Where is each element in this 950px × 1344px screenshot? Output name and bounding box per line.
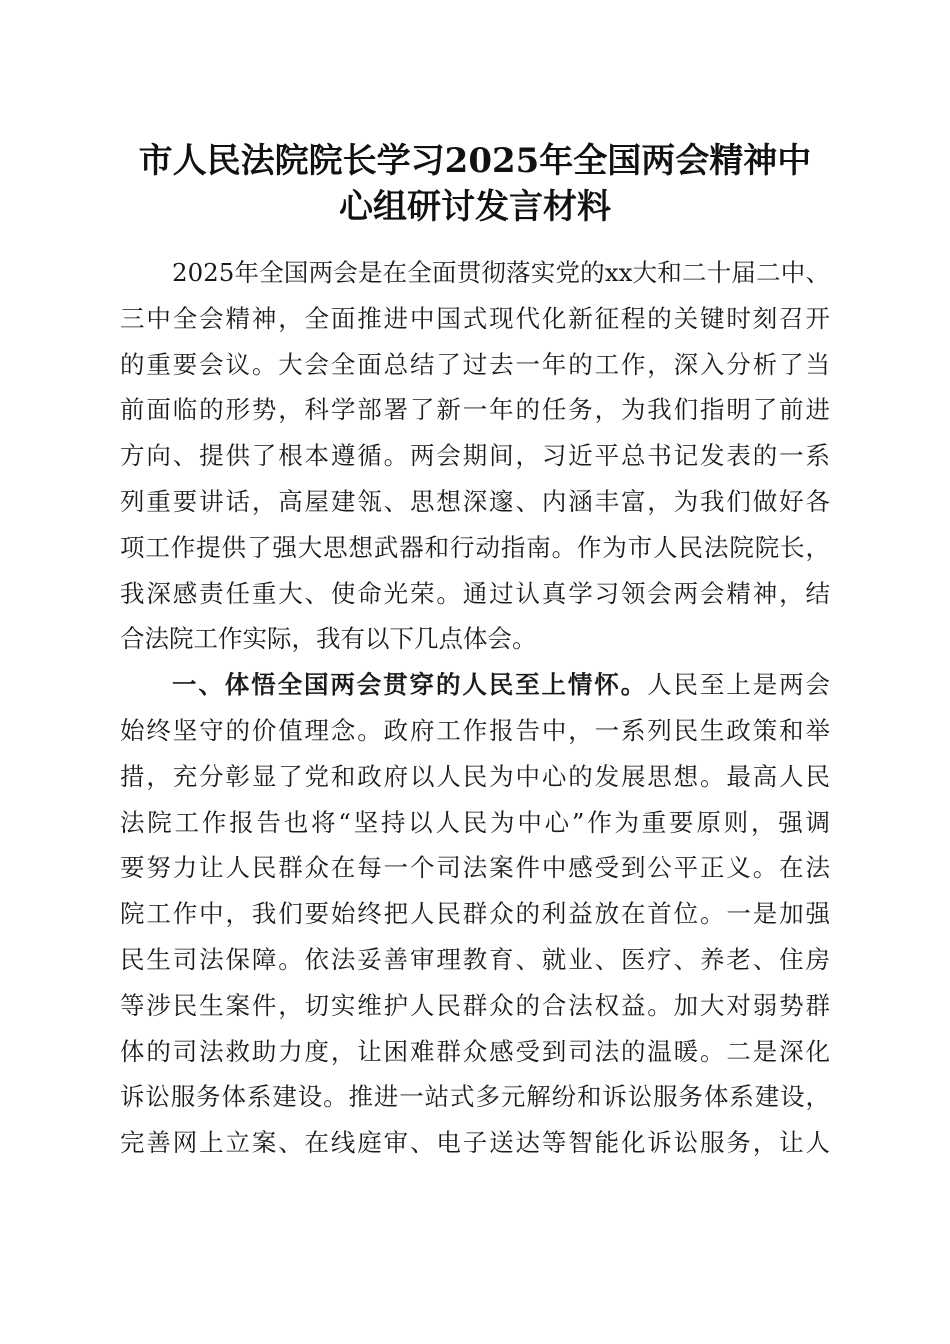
paragraph-1-line: 合法院工作实际，我有以下几点体会。 [120,624,537,654]
section-1-line: 等涉民生案件，切实维护人民群众的合法权益。加大对弱势群 [120,990,830,1020]
section-1-line: 民生司法保障。依法妥善审理教育、就业、医疗、养老、住房 [120,944,830,974]
section-1-heading: 一、体悟全国两会贯穿的人民至上情怀。 [172,670,648,700]
paragraph-1-line: 前面临的形势，科学部署了新一年的任务，为我们指明了前进 [120,395,830,425]
paragraph-1-line: 三中全会精神，全面推进中国式现代化新征程的关键时刻召开 [120,303,830,333]
paragraph-1-line: 的重要会议。大会全面总结了过去一年的工作，深入分析了当 [120,349,830,379]
paragraph-1-line: 方向、提供了根本遵循。两会期间，习近平总书记发表的一系 [120,441,830,471]
document-title [110,138,840,230]
section-1-line: 体的司法救助力度，让困难群众感受到司法的温暖。二是深化 [120,1036,830,1066]
paragraph-1-line: 列重要讲话，高屋建瓴、思想深邃、内涵丰富，为我们做好各 [120,486,830,516]
section-1-line: 诉讼服务体系建设。推进一站式多元解纷和诉讼服务体系建设， [120,1082,830,1112]
title-line-2: 心组研讨发言材料 [339,187,611,227]
paragraph-1-line: 2025年全国两会是在全面贯彻落实党的xx大和二十届二中、 [172,258,830,287]
section-1-line: 要努力让人民群众在每一个司法案件中感受到公平正义。在法 [120,853,830,883]
section-1-first-rest: 人民至上是两会 [647,670,830,700]
section-1-line: 完善网上立案、在线庭审、电子送达等智能化诉讼服务，让人 [120,1128,830,1158]
section-1-line: 始终坚守的价值理念。政府工作报告中，一系列民生政策和举 [120,715,830,745]
section-1-line: 措，充分彰显了党和政府以人民为中心的发展思想。最高人民 [120,761,830,791]
document-body [120,250,830,1166]
paragraph-1-line: 我深感责任重大、使命光荣。通过认真学习领会两会精神，结 [120,578,830,608]
section-1-line: 院工作中，我们要始终把人民群众的利益放在首位。一是加强 [120,899,830,929]
title-line-1: 市人民法院院长学习2025年全国两会精神中 [138,141,812,181]
paragraph-1-line: 项工作提供了强大思想武器和行动指南。作为市人民法院院长， [120,532,830,562]
section-1-first-line [120,662,830,708]
section-1-line: 法院工作报告也将“坚持以人民为中心”作为重要原则，强调 [120,807,830,837]
